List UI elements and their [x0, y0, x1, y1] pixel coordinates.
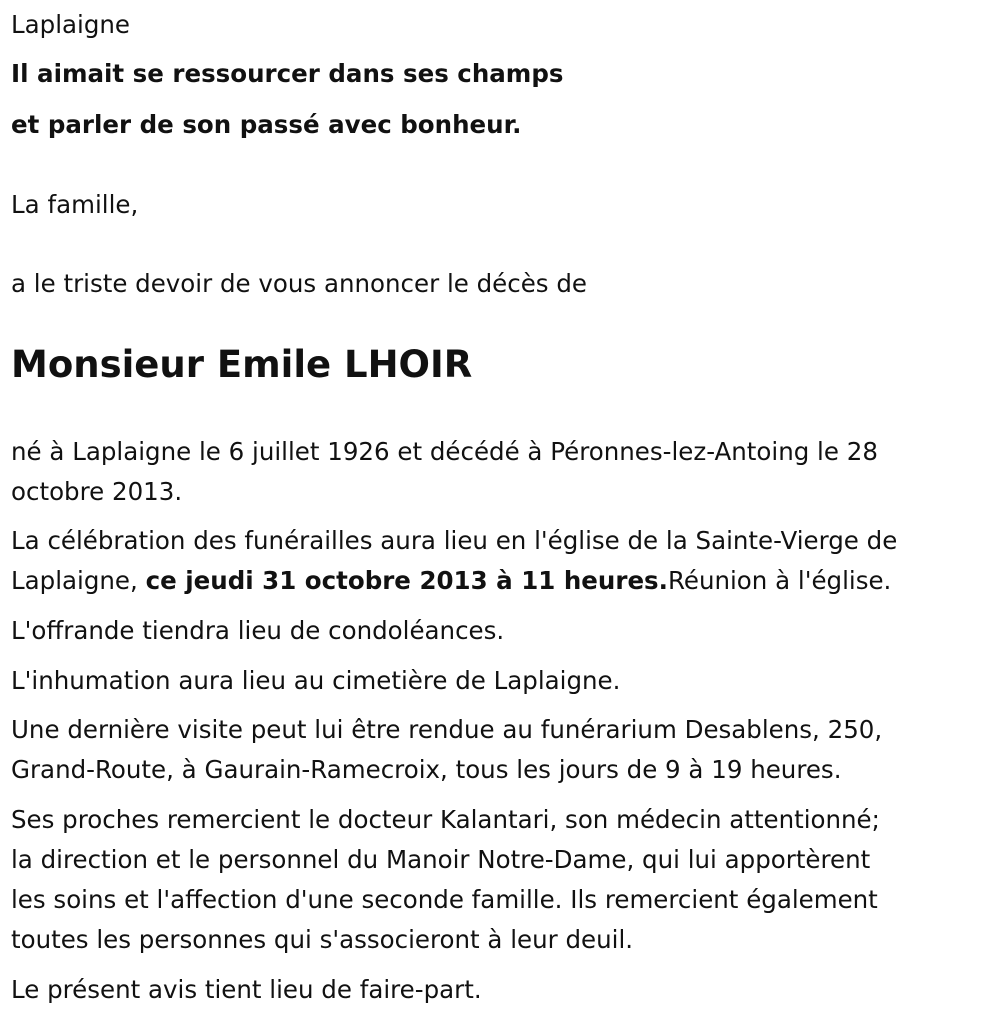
birth-line-2: octobre 2013.	[11, 477, 183, 506]
thanks-line-1: Ses proches remercient le docteur Kalantari, son médecin attentionné;	[11, 805, 880, 834]
ceremony-paragraph	[11, 521, 971, 601]
ceremony-meeting: Réunion à l'église.	[667, 566, 892, 595]
quote-line-2: et parler de son passé avec bonheur.	[11, 110, 522, 139]
closing-paragraph	[11, 970, 971, 1010]
visit-line-1: Une dernière visite peut lui être rendue au funérarium Desablens, 250,	[11, 715, 883, 744]
ceremony-place: Laplaigne,	[11, 566, 146, 595]
thanks-paragraph	[11, 800, 971, 960]
thanks-line-2: la direction et le personnel du Manoir Notre-Dame, qui lui apportèrent	[11, 845, 871, 874]
ceremony-date: ce jeudi 31 octobre 2013 à 11 heures.	[145, 566, 668, 595]
ceremony-line-2	[11, 561, 971, 601]
place-name: Laplaigne	[11, 10, 130, 39]
announcement-line: a le triste devoir de vous annoncer le décès de	[11, 269, 587, 298]
quote-line-1: Il aimait se ressourcer dans ses champs	[11, 59, 564, 88]
burial-line: L'inhumation aura lieu au cimetière de Laplaigne.	[11, 666, 621, 695]
visit-line-2: Grand-Route, à Gaurain-Ramecroix, tous les jours de 9 à 19 heures.	[11, 755, 842, 784]
ceremony-line-1: La célébration des funérailles aura lieu en l'église de la Sainte-Vierge de	[11, 526, 898, 555]
visit-paragraph	[11, 710, 971, 790]
thanks-line-4: toutes les personnes qui s'associeront à leur deuil.	[11, 925, 634, 954]
birth-line-1: né à Laplaigne le 6 juillet 1926 et décédé à Péronnes-lez-Antoing le 28	[11, 437, 878, 466]
closing-line: Le présent avis tient lieu de faire-part.	[11, 975, 482, 1004]
thanks-line-3: les soins et l'affection d'une seconde famille. Ils remercient également	[11, 885, 878, 914]
birth-death-paragraph	[11, 432, 971, 512]
offering-paragraph	[11, 611, 971, 651]
family-line: La famille,	[11, 190, 139, 219]
offering-line: L'offrande tiendra lieu de condoléances.	[11, 616, 505, 645]
deceased-name: Monsieur Emile LHOIR	[11, 343, 473, 386]
burial-paragraph	[11, 661, 971, 701]
